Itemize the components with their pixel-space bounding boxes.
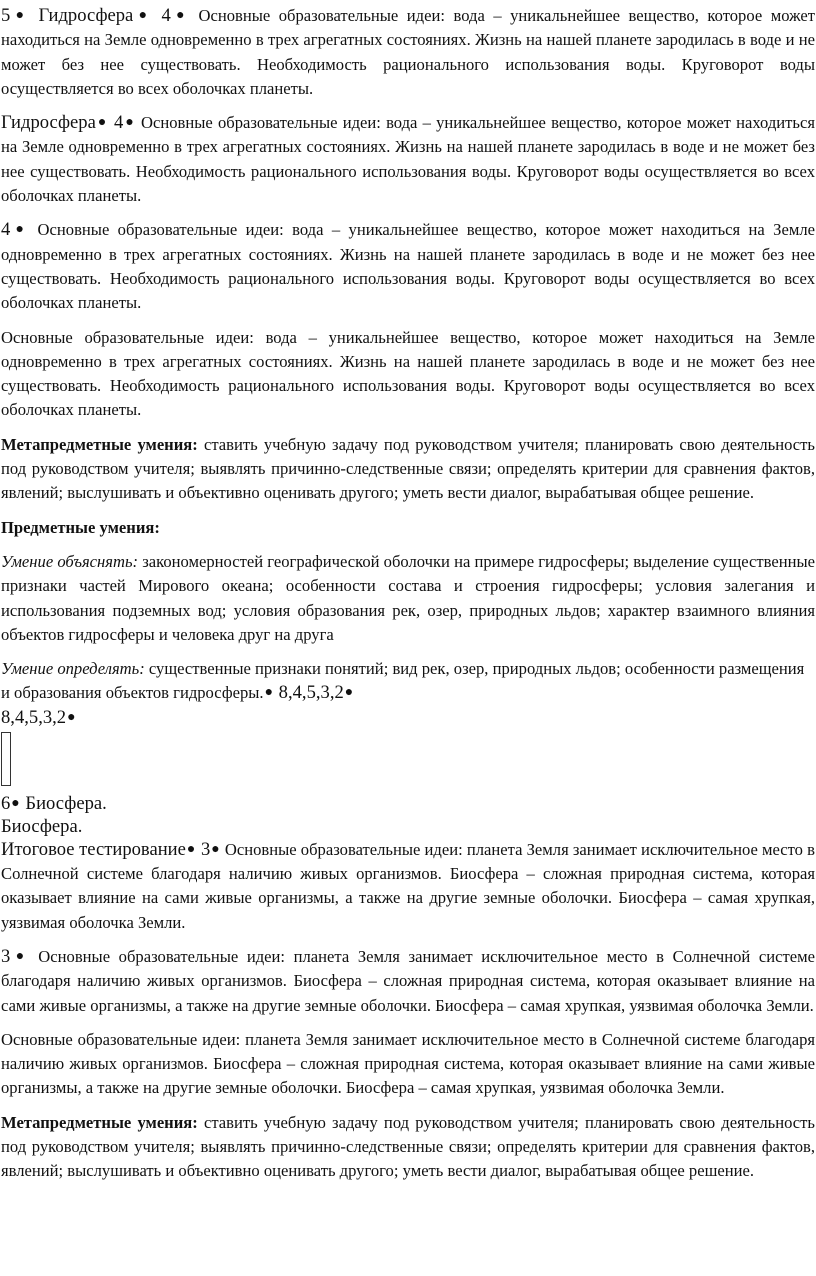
bullet-icon: ● [11,795,20,811]
paragraph-text: Основные образовательные идеи: вода – уникальнейшее вещество, которое может находиться на Земле одновременно в трех агрегатных состояниях. Жизнь на нашей планете зародилась в воде и не может без нее существовать. Необходимость рационального использования воды. Круговорот воды осуществляется во всех оболочках планеты. [1,6,815,98]
chapter-numbers: 8,4,5,3,2 [274,682,344,704]
metasubject-paragraph-1 [1,433,815,506]
bullet-icon: ● [96,115,108,131]
hydrosphere-paragraph-2 [1,111,815,208]
bullet-icon: ● [67,709,76,725]
hours-number: 3 [1,945,11,967]
section-number: 5 [1,5,11,26]
metasubject-label: Метапредметные умения: [1,1112,198,1132]
paragraph-text: Основные образовательные идеи: планета Земля занимает исключительное место в Солнечной системе благодаря наличию живых организмов. Биосфера – сложная природная система, которая оказывает влияние на сами живые организмы, а также на другие земные оболочки. Биосфера – самая хрупкая, уязвимая оболочка Земли. [1,946,815,1015]
biosphere-heading-2 [1,815,815,838]
section-title: Биосфера. [20,792,107,814]
paragraph-text: ставить учебную задачу под руководством учителя; планировать свою деятельность под руководством учителя; выявлять причинно-следственные связи; определять критерии для сравнения фактов, явлений; выслушивать и объективно оценивать другого; уметь вести диалог, вырабатывая общее решение. [1,434,815,503]
bullet-icon: ● [264,685,274,701]
hours-number: 4 [1,219,11,241]
hours-number: 4 [152,5,171,26]
bullet-icon: ● [344,685,354,701]
paragraph-text: Основные образовательные идеи: планета Земля занимает исключительное место в Солнечной системе благодаря наличию живых организмов. Биосфера – сложная природная система, которая оказывает влияние на сами живые организмы, а также на другие земные оболочки. Биосфера – самая хрупкая, уязвимая оболочка Земли. [1,1029,815,1098]
biosphere-paragraph-1 [1,838,815,935]
explain-paragraph [1,550,815,647]
chapter-numbers: 8,4,5,3,2 [1,706,67,728]
define-paragraph [1,657,815,706]
paragraph-text: закономерностей географической оболочки на примере гидросферы; выделение существенные признаки частей Мирового океана; особенности состава и строения гидросферы; условия залегания и использования подземных вод; условия образования рек, озер, природных льдов; характер взаимного влияния объектов гидросферы и человека друг на друга [1,551,815,644]
final-test-label: Итоговое тестирование [1,838,186,860]
biosphere-paragraph-3 [1,1028,815,1101]
subject-skills-label: Предметные умения: [1,517,160,537]
bullet-icon: ● [211,841,220,857]
paragraph-text: существенные признаки понятий; вид рек, озер, природных льдов; особенности размещения и образования объектов гидросферы. [1,659,805,703]
subject-skills-heading [1,516,815,540]
numbers-line [1,706,815,729]
bullet-icon: ● [11,8,29,23]
bullet-icon: ● [186,841,196,857]
explain-label: Умение объяснять: [1,551,139,571]
biosphere-heading-1 [1,792,815,815]
hydrosphere-paragraph-4 [1,326,815,423]
biosphere-paragraph-2 [1,945,815,1018]
bullet-icon: ● [11,948,29,964]
paragraph-text: Основные образовательные идеи: вода – уникальнейшее вещество, которое может находиться на Земле одновременно в трех агрегатных состояниях. Жизнь на нашей планете зародилась в воде и не может без нее существовать. Необходимость рационального использования воды. Круговорот воды осуществляется во всех оболочках планеты. [1,113,815,206]
hydrosphere-paragraph-3 [1,218,815,315]
section-title: Гидросфера [29,5,134,26]
bullet-icon: ● [171,8,189,23]
section-title: Гидросфера [1,112,96,134]
paragraph-text: Основные образовательные идеи: планета Земля занимает исключительное место в Солнечной системе благодаря наличию живых организмов. Биосфера – сложная природная система, которая оказывает влияние на сами живые организмы, а также на другие земные оболочки. Биосфера – самая хрупкая, уязвимая оболочка Земли. [1,839,815,932]
hydrosphere-paragraph-1 [1,4,815,101]
define-label: Умение определять: [1,659,145,679]
paragraph-text: Основные образовательные идеи: вода – уникальнейшее вещество, которое может находиться на Земле одновременно в трех агрегатных состояниях. Жизнь на нашей планете зародилась в воде и не может без нее существовать. Необходимость рационального использования воды. Круговорот воды осуществляется во всех оболочках планеты. [1,220,815,313]
bullet-icon: ● [11,222,29,238]
metasubject-paragraph-2 [1,1111,815,1184]
section-title: Биосфера. [1,815,83,837]
paragraph-text: ставить учебную задачу под руководством учителя; планировать свою деятельность под руководством учителя; выявлять причинно-следственные связи; определять критерии для сравнения фактов, явлений; выслушивать и объективно оценивать другого; уметь вести диалог, вырабатывая общее решение. [1,1112,815,1181]
metasubject-label: Метапредметные умения: [1,434,198,454]
paragraph-text: Основные образовательные идеи: вода – уникальнейшее вещество, которое может находиться на Земле одновременно в трех агрегатных состояниях. Жизнь на нашей планете зародилась в воде и не может без нее существовать. Необходимость рационального использования воды. Круговорот воды осуществляется во всех оболочках планеты. [1,327,815,420]
bullet-icon: ● [124,115,135,131]
hours-number: 3 [196,838,211,860]
empty-frame [1,732,11,786]
bullet-icon: ● [134,8,152,23]
section-number: 6 [1,792,11,814]
hours-number: 4 [108,112,124,134]
